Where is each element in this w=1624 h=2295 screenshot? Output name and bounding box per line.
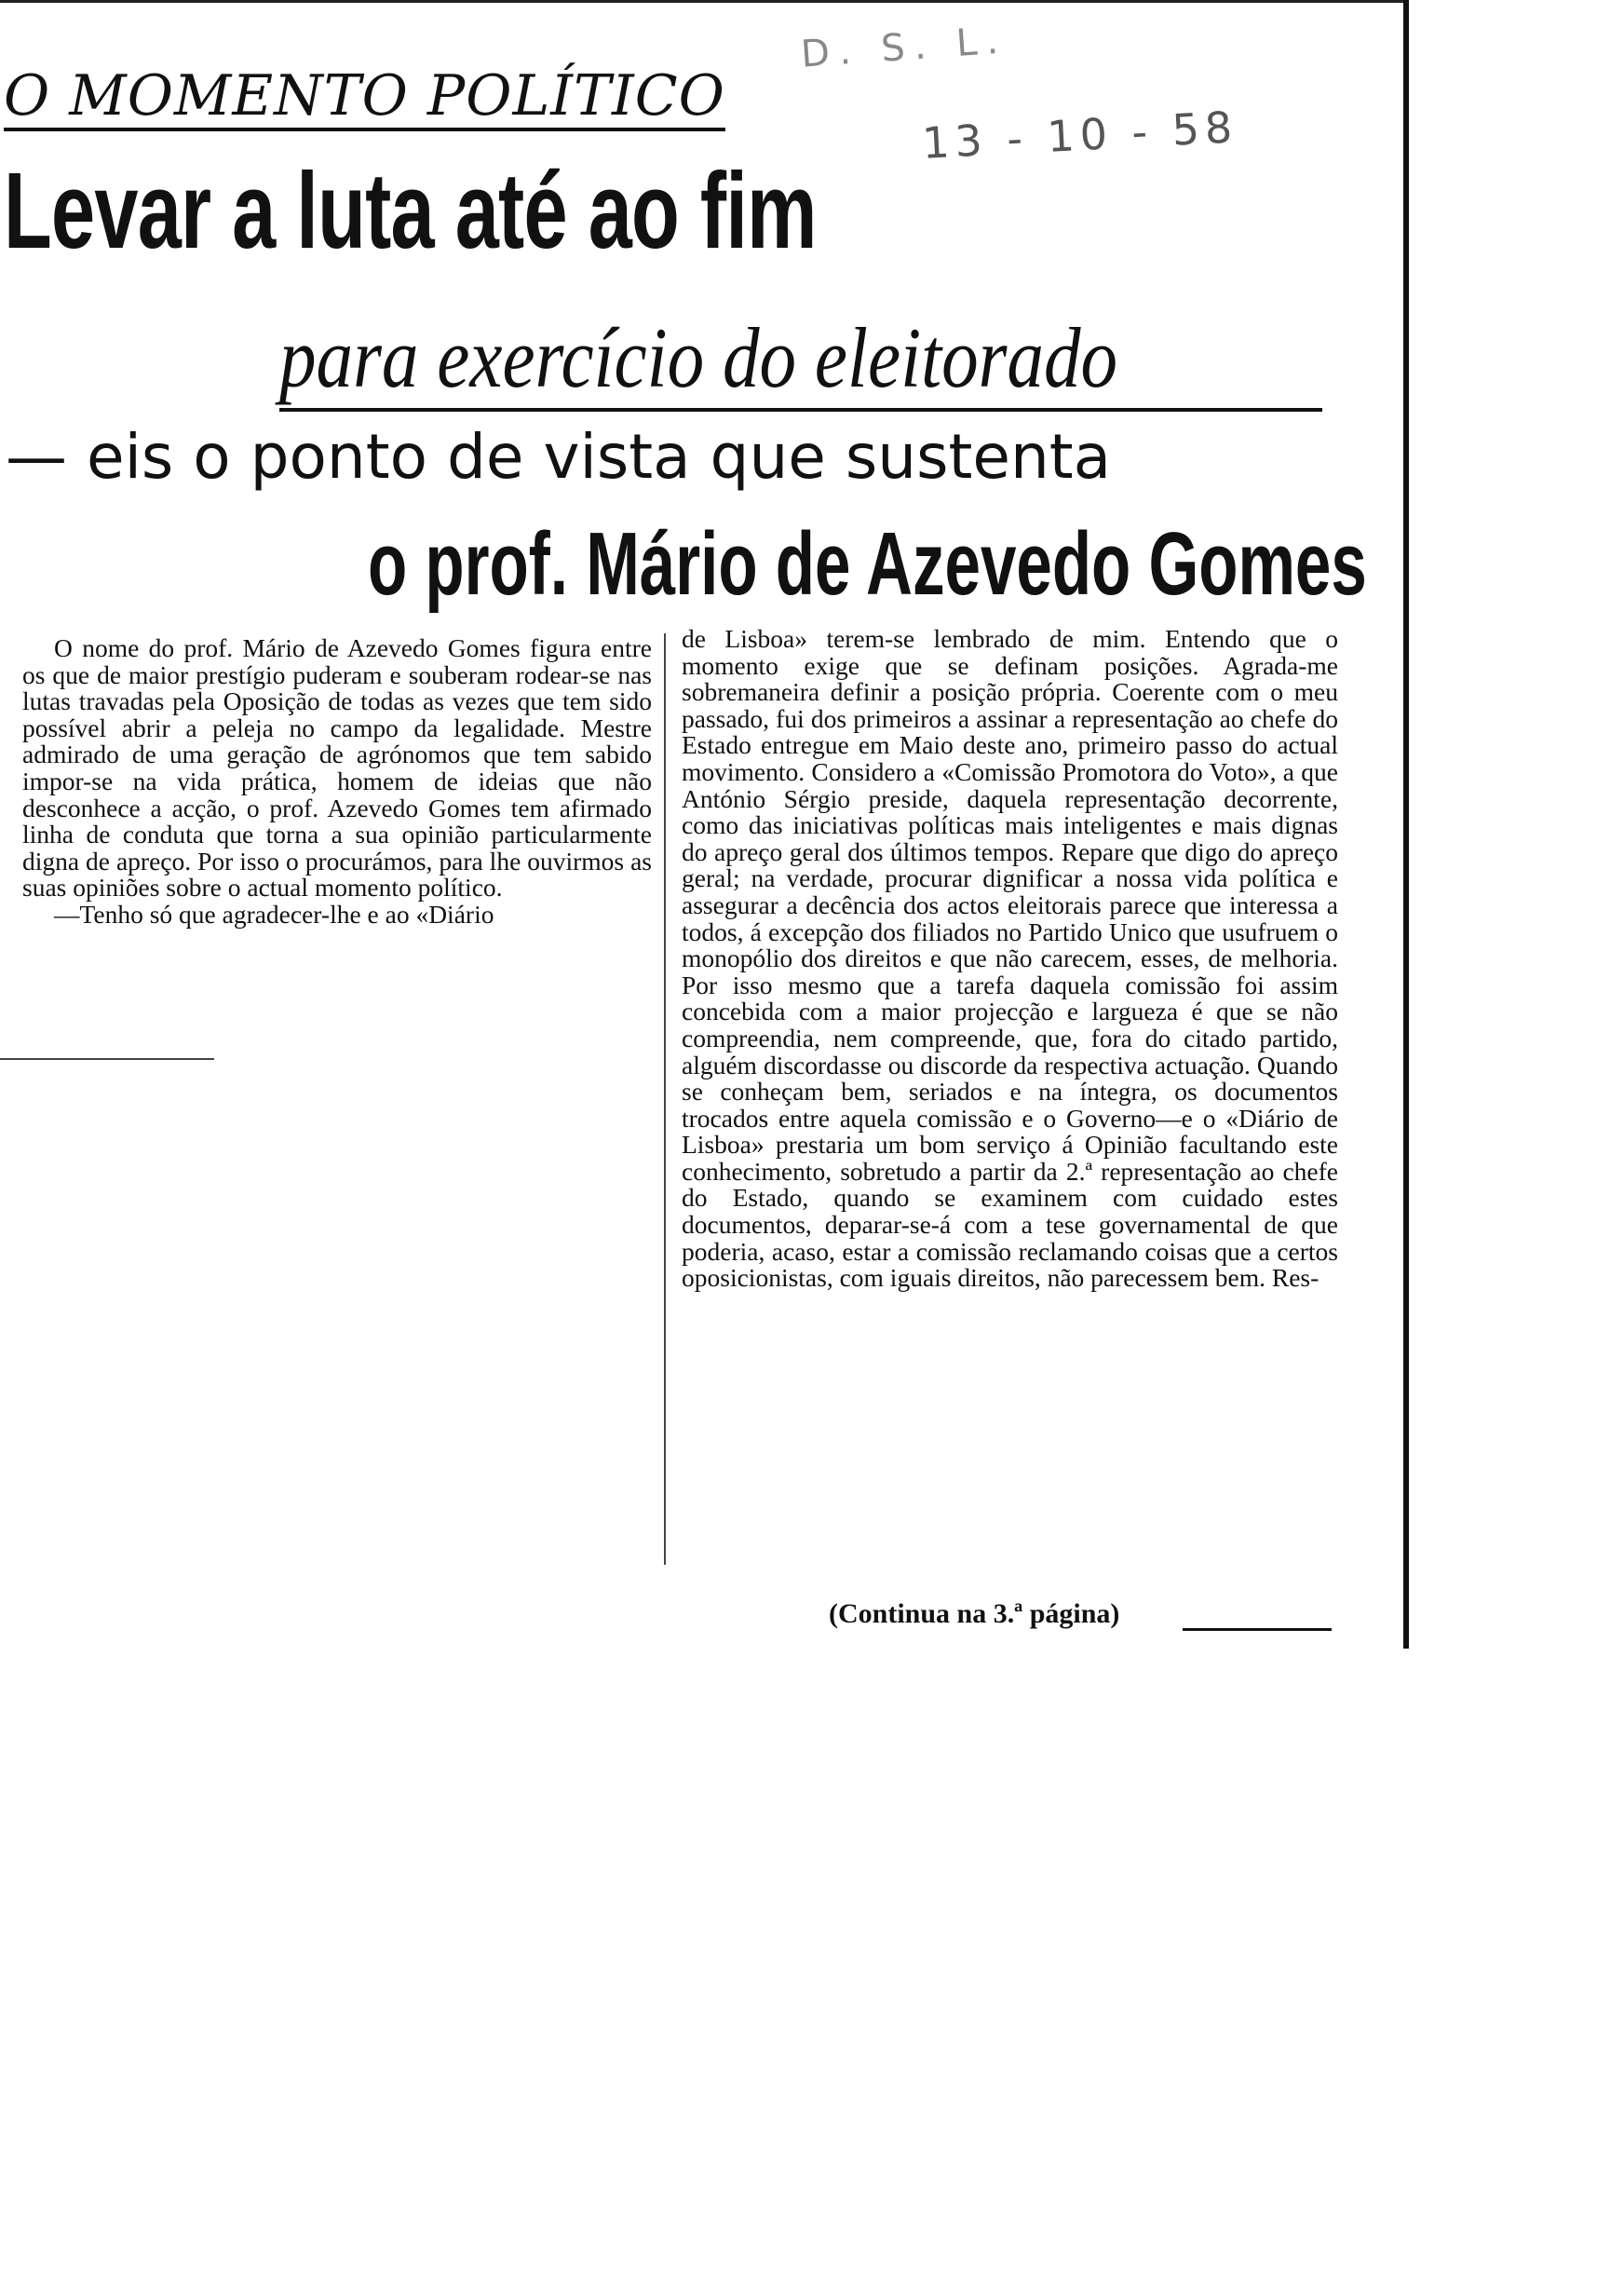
column-2-paragraph: de Lisboa» terem-se lembrado de mim. Entendo que o momento exige que se definam posições. Agrada-me sobremaneira definir a posição própria. Coerente com o meu passado, fui dos primeiros a assinar a representação ao chefe do Estado entregue em Maio deste ano, primeiro passo do actual movimento. Considero a «Comissão Promotora do Voto», a que António Sérgio preside, daquela representação decorrente, como das iniciativas políticas mais inteligentes e mais dignas do apreço geral dos últimos tempos. Repare que digo do apreço geral; na verdade, procurar dignificar a nossa vida política e assegurar a decência dos actos eleitorais parece que interessa a todos, á excepção dos filiados no Partido Unico que usufruem o monopólio dos direitos e que não carecem, esses, de melhoria. Por isso mesmo que a tarefa daquela comissão foi assim concebida com a maior projecção e largueza é que se não compreendia, nem compreende, que, fora do citado partido, alguém discordasse ou discorde da respectiva actuação. Quando se conheçam bem, seriados e na íntegra, os documentos trocados entre aquela comissão e o Governo—e o «Diário de Lisboa» prestaria um bom serviço á Opinião facultando este conhecimento, sobretudo a partir da 2.ª representação ao chefe do Estado, quando se examinem com cuidado estes documentos, deparar-se-á com a tese governamental de que poderia, acaso, estar a comissão reclamando coisas que a certos oposicionistas, com iguais direitos, não parecessem bem. Res- [682, 624, 1338, 1293]
section-kicker: O MOMENTO POLÍTICO [4, 67, 725, 131]
article-column-2 [682, 626, 1338, 1292]
headline: Levar a luta até ao fim [4, 150, 817, 271]
subheadline-underline [279, 408, 1322, 412]
subheadline-name: o prof. Mário de Azevedo Gomes [368, 514, 1367, 614]
column-1-paragraph: O nome do prof. Mário de Azevedo Gomes figura entre os que de maior prestígio puderam e souberam rodear-se nas lutas travadas pela Oposição de todas as vezes que tem sido possível abrir a peleja no campo da legalidade. Mestre admirado de uma geração de agrónomos que tem sabido impor-se na vida prática, homem de ideias que não desconhece a acção, o prof. Azevedo Gomes tem afirmado linha de conduta que torna a sua opinião particularmente digna de apreço. Por isso o procurámos, para lhe ouvirmos as suas opiniões sobre o actual momento político. [22, 633, 652, 903]
column-1-end-rule [0, 1058, 214, 1060]
article-column-1 [22, 635, 652, 929]
column-divider [664, 633, 666, 1565]
column-1-paragraph: —Tenho só que agradecer-lhe e ao «Diário [54, 899, 494, 929]
continuation-rule [1183, 1628, 1332, 1631]
subheadline-italic: para exercício do eleitorado [279, 310, 1118, 405]
top-border-rule [0, 0, 1406, 3]
handwritten-date: 13 - 10 - 58 [920, 102, 1239, 169]
faint-stamp: D. S. L. [799, 19, 1009, 76]
right-border-rule [1403, 0, 1409, 1649]
continuation-note: (Continua na 3.ª página) [829, 1598, 1120, 1629]
subheadline-lead: — eis o ponto de vista que sustenta [6, 421, 1112, 493]
